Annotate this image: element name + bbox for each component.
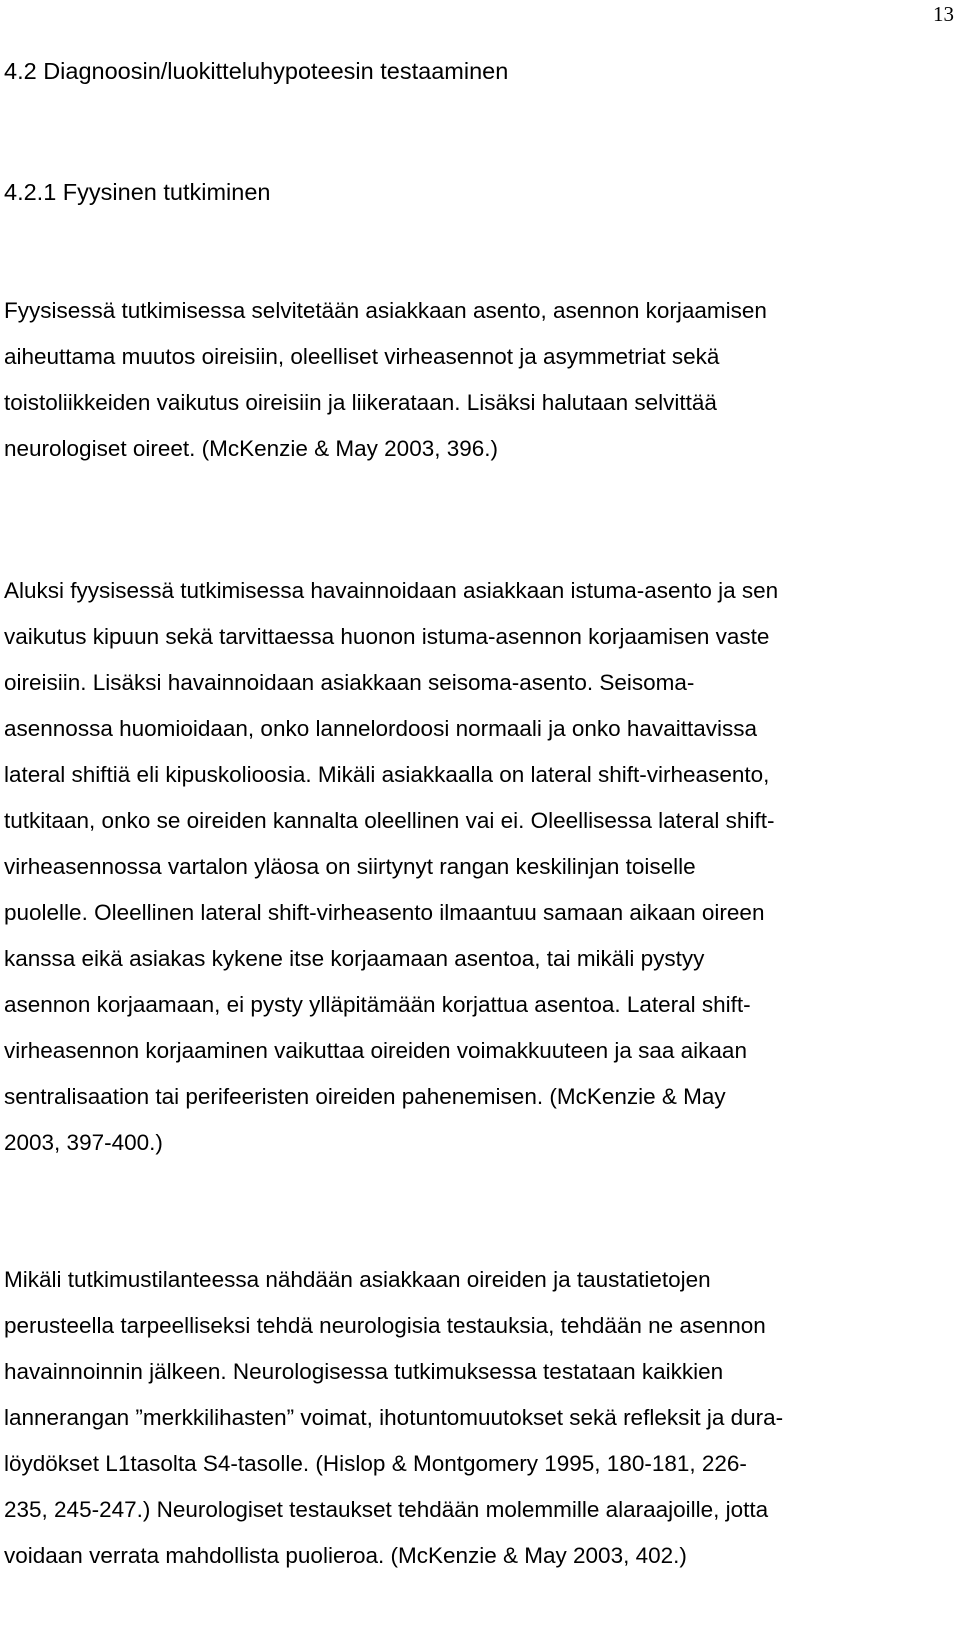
- text-line: Aluksi fyysisessä tutkimisessa havainnoidaan asiakkaan istuma-asento ja sen: [4, 578, 779, 603]
- text-line: voidaan verrata mahdollista puolieroa. (McKenzie & May 2003, 402.): [4, 1543, 687, 1568]
- text-line: vaikutus kipuun sekä tarvittaessa huonon istuma-asennon korjaamisen vaste: [4, 624, 770, 649]
- text-line: Mikäli tutkimustilanteessa nähdään asiakkaan oireiden ja taustatietojen: [4, 1267, 711, 1292]
- section-heading: 4.2 Diagnoosin/luokitteluhypoteesin testaaminen: [4, 58, 509, 84]
- text-line: virheasennossa vartalon yläosa on siirtynyt rangan keskilinjan toiselle: [4, 854, 696, 879]
- text-line: 235, 245-247.) Neurologiset testaukset tehdään molemmille alaraajoille, jotta: [4, 1497, 769, 1522]
- text-line: neurologiset oireet. (McKenzie & May 2003, 396.): [4, 436, 499, 461]
- paragraph-posture-observation: [4, 568, 778, 1166]
- text-line: lateral shiftiä eli kipuskolioosia. Mikäli asiakkaalla on lateral shift-virheasento,: [4, 762, 770, 787]
- text-line: puolelle. Oleellinen lateral shift-virheasento ilmaantuu samaan aikaan oireen: [4, 900, 765, 925]
- text-line: sentralisaation tai perifeeristen oireiden pahenemisen. (McKenzie & May: [4, 1084, 726, 1109]
- text-line: löydökset L1tasolta S4-tasolle. (Hislop & Montgomery 1995, 180-181, 226-: [4, 1451, 747, 1476]
- text-line: tutkitaan, onko se oireiden kannalta oleellinen vai ei. Oleellisessa lateral shift-: [4, 808, 775, 833]
- page-number: 13: [933, 2, 954, 26]
- text-line: asennossa huomioidaan, onko lannelordoosi normaali ja onko havaittavissa: [4, 716, 757, 741]
- text-line: lannerangan ”merkkilihasten” voimat, ihotuntomuutokset sekä refleksit ja dura-: [4, 1405, 784, 1430]
- text-line: perusteella tarpeelliseksi tehdä neurologisia testauksia, tehdään ne asennon: [4, 1313, 766, 1338]
- text-line: kanssa eikä asiakas kykene itse korjaamaan asentoa, tai mikäli pystyy: [4, 946, 705, 971]
- paragraph-physical-examination: [4, 288, 767, 472]
- text-line: virheasennon korjaaminen vaikuttaa oireiden voimakkuuteen ja saa aikaan: [4, 1038, 747, 1063]
- subsection-heading: 4.2.1 Fyysinen tutkiminen: [4, 179, 271, 205]
- text-line: toistoliikkeiden vaikutus oireisiin ja liikerataan. Lisäksi halutaan selvittää: [4, 390, 717, 415]
- text-line: asennon korjaamaan, ei pysty ylläpitämään korjattua asentoa. Lateral shift-: [4, 992, 751, 1017]
- text-line: Fyysisessä tutkimisessa selvitetään asiakkaan asento, asennon korjaamisen: [4, 298, 767, 323]
- text-line: aiheuttama muutos oireisiin, oleelliset virheasennot ja asymmetriat sekä: [4, 344, 720, 369]
- paragraph-neurological-testing: [4, 1257, 783, 1579]
- text-line: havainnoinnin jälkeen. Neurologisessa tutkimuksessa testataan kaikkien: [4, 1359, 724, 1384]
- text-line: oireisiin. Lisäksi havainnoidaan asiakkaan seisoma-asento. Seisoma-: [4, 670, 695, 695]
- text-line: 2003, 397-400.): [4, 1130, 163, 1155]
